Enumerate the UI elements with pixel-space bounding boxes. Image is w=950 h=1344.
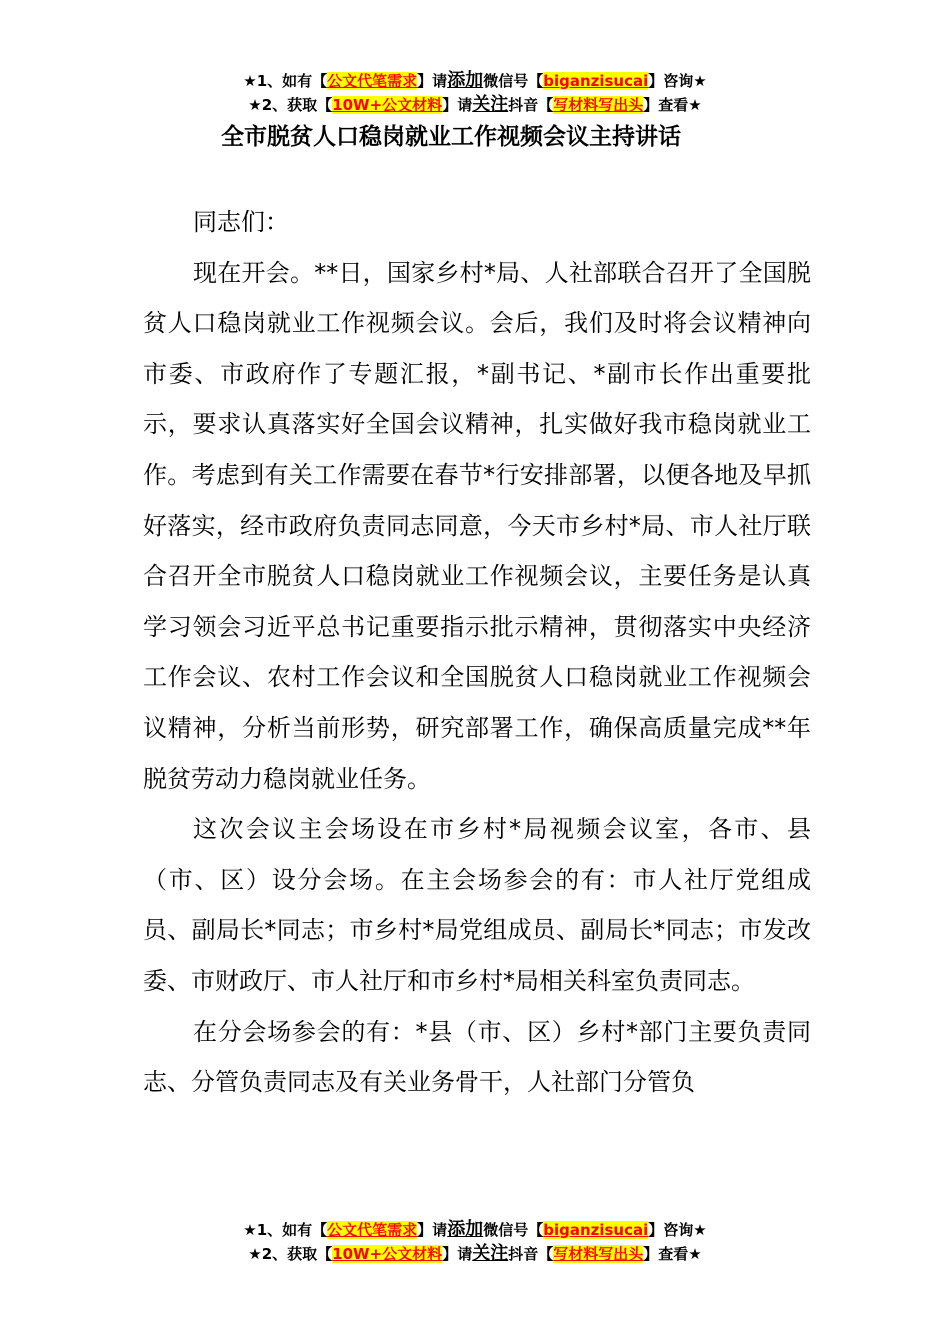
document-body (143, 197, 811, 1108)
banner-highlight: biganzisucai (543, 72, 649, 90)
banner-text: 】咨询★ (648, 72, 707, 90)
banner-highlight: 10W+公文材料 (332, 96, 443, 114)
banner-text: ★2、获取【 (248, 1245, 333, 1263)
banner-emphasis: 关注 (472, 94, 509, 115)
footer-banner (0, 1218, 950, 1266)
banner-highlight: 写材料写出头 (553, 96, 644, 114)
body-paragraph: 现在开会。**日，国家乡村*局、人社部联合召开了全国脱贫人口稳岗就业工作视频会议。会后，我们及时将会议精神向市委、市政府作了专题汇报，*副书记、*副市长作出重要批示，要求认真落实好全国会议精神，扎实做好我市稳岗就业工作。考虑到有关工作需要在春节*行安排部署，以便各地及早抓好落实，经市政府负责同志同意，今天市乡村*局、市人社厅联合召开全市脱贫人口稳岗就业工作视频会议，主要任务是认真学习领会习近平总书记重要指示批示精神，贯彻落实中央经济工作会议、农村工作会议和全国脱贫人口稳岗就业工作视频会议精神，分析当前形势，研究部署工作，确保高质量完成**年脱贫劳动力稳岗就业任务。 (143, 258, 811, 793)
banner-text: ★1、如有【 (243, 1221, 328, 1239)
banner-text: 】请 (417, 1221, 448, 1239)
banner-text: 抖音【 (508, 1245, 554, 1263)
banner-text: 】咨询★ (648, 1221, 707, 1239)
banner-highlight: 写材料写出头 (553, 1245, 644, 1263)
banner-emphasis: 关注 (472, 1243, 509, 1264)
banner-text: 】请 (442, 96, 473, 114)
banner-text: 微信号【 (483, 72, 544, 90)
body-paragraph: 这次会议主会场设在市乡村*局视频会议室，各市、县（市、区）设分会场。在主会场参会的有：市人社厅党组成员、副局长*同志；市乡村*局党组成员、副局长*同志；市发改委、市财政厅、市人社厅和市乡村*局相关科室负责同志。 (143, 815, 811, 995)
banner-highlight: 公文代笔需求 (327, 1221, 418, 1239)
banner-text: ★1、如有【 (243, 72, 328, 90)
banner-text: 】请 (442, 1245, 473, 1263)
banner-highlight: biganzisucai (543, 1221, 649, 1239)
banner-text: 】请 (417, 72, 448, 90)
banner-emphasis: 添加 (447, 70, 484, 91)
banner-text: 抖音【 (508, 96, 554, 114)
banner-highlight: 公文代笔需求 (327, 72, 418, 90)
banner-text: 】查看★ (643, 96, 702, 114)
banner-line-1 (0, 1218, 950, 1242)
body-paragraph: 在分会场参会的有：*县（市、区）乡村*部门主要负责同志、分管负责同志及有关业务骨干，人社部门分管负 (143, 1017, 811, 1097)
banner-text: 微信号【 (483, 1221, 544, 1239)
header-banner (0, 69, 950, 117)
banner-text: ★2、获取【 (248, 96, 333, 114)
banner-highlight: 10W+公文材料 (332, 1245, 443, 1263)
document-title: 全市脱贫人口稳岗就业工作视频会议主持讲话 (221, 124, 681, 150)
banner-emphasis: 添加 (447, 1219, 484, 1240)
banner-line-2 (0, 93, 950, 117)
salutation-paragraph: 同志们： (193, 208, 289, 236)
banner-line-2 (0, 1242, 950, 1266)
banner-text: 】查看★ (643, 1245, 702, 1263)
banner-line-1 (0, 69, 950, 93)
